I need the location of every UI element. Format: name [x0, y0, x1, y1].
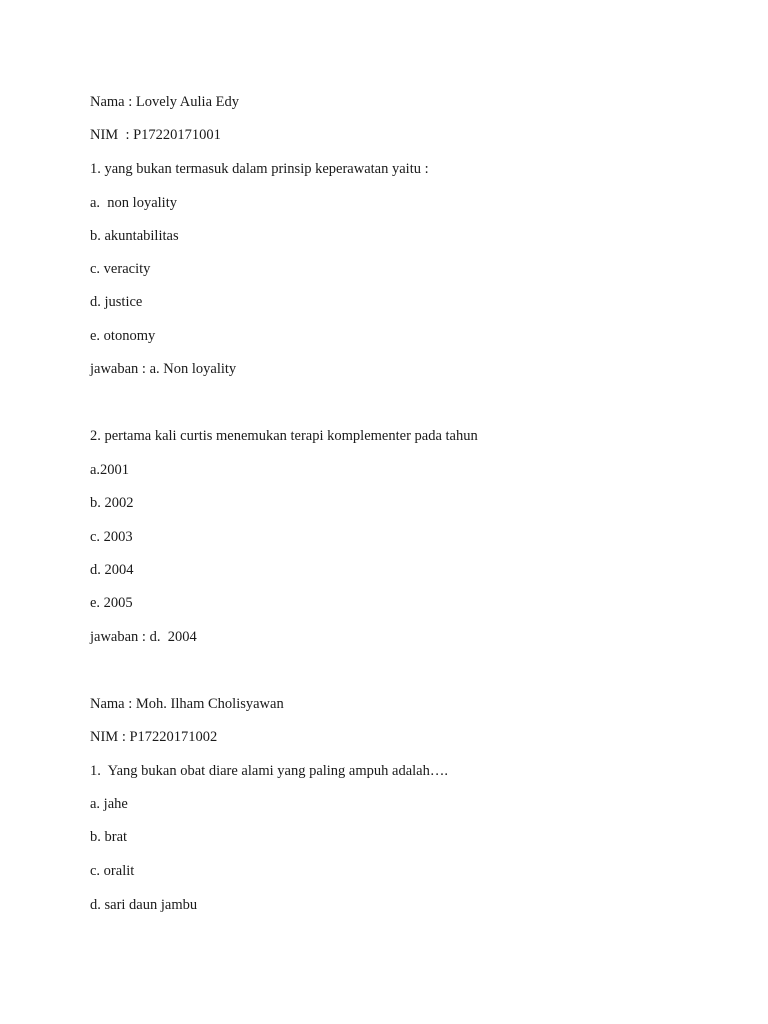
option-b: b. akuntabilitas	[90, 228, 179, 244]
question-1-1: 1. yang bukan termasuk dalam prinsip keperawatan yaitu :	[90, 161, 429, 177]
student-name-1: Nama : Lovely Aulia Edy	[90, 94, 239, 110]
option-c: c. 2003	[90, 529, 133, 545]
question-2-1: 1. Yang bukan obat diare alami yang paling ampuh adalah….	[90, 763, 448, 779]
student-nim-1: NIM : P17220171001	[90, 127, 221, 143]
option-d: d. justice	[90, 294, 143, 310]
option-a: a. jahe	[90, 796, 128, 812]
option-e: e. 2005	[90, 595, 133, 611]
student-name-2: Nama : Moh. Ilham Cholisyawan	[90, 696, 284, 712]
question-1-2: 2. pertama kali curtis menemukan terapi komplementer pada tahun	[90, 428, 478, 444]
student-nim-2: NIM : P17220171002	[90, 729, 218, 745]
answer-1-1: jawaban : a. Non loyality	[90, 361, 237, 377]
option-c: c. veracity	[90, 261, 151, 277]
option-e: e. otonomy	[90, 328, 156, 344]
option-d: d. 2004	[90, 562, 134, 578]
option-a: a. non loyality	[90, 195, 177, 211]
option-a: a.2001	[90, 462, 130, 478]
answer-1-2: jawaban : d. 2004	[90, 629, 197, 645]
option-b: b. brat	[90, 829, 128, 845]
option-b: b. 2002	[90, 495, 134, 511]
option-c: c. oralit	[90, 863, 135, 879]
option-d: d. sari daun jambu	[90, 897, 198, 913]
